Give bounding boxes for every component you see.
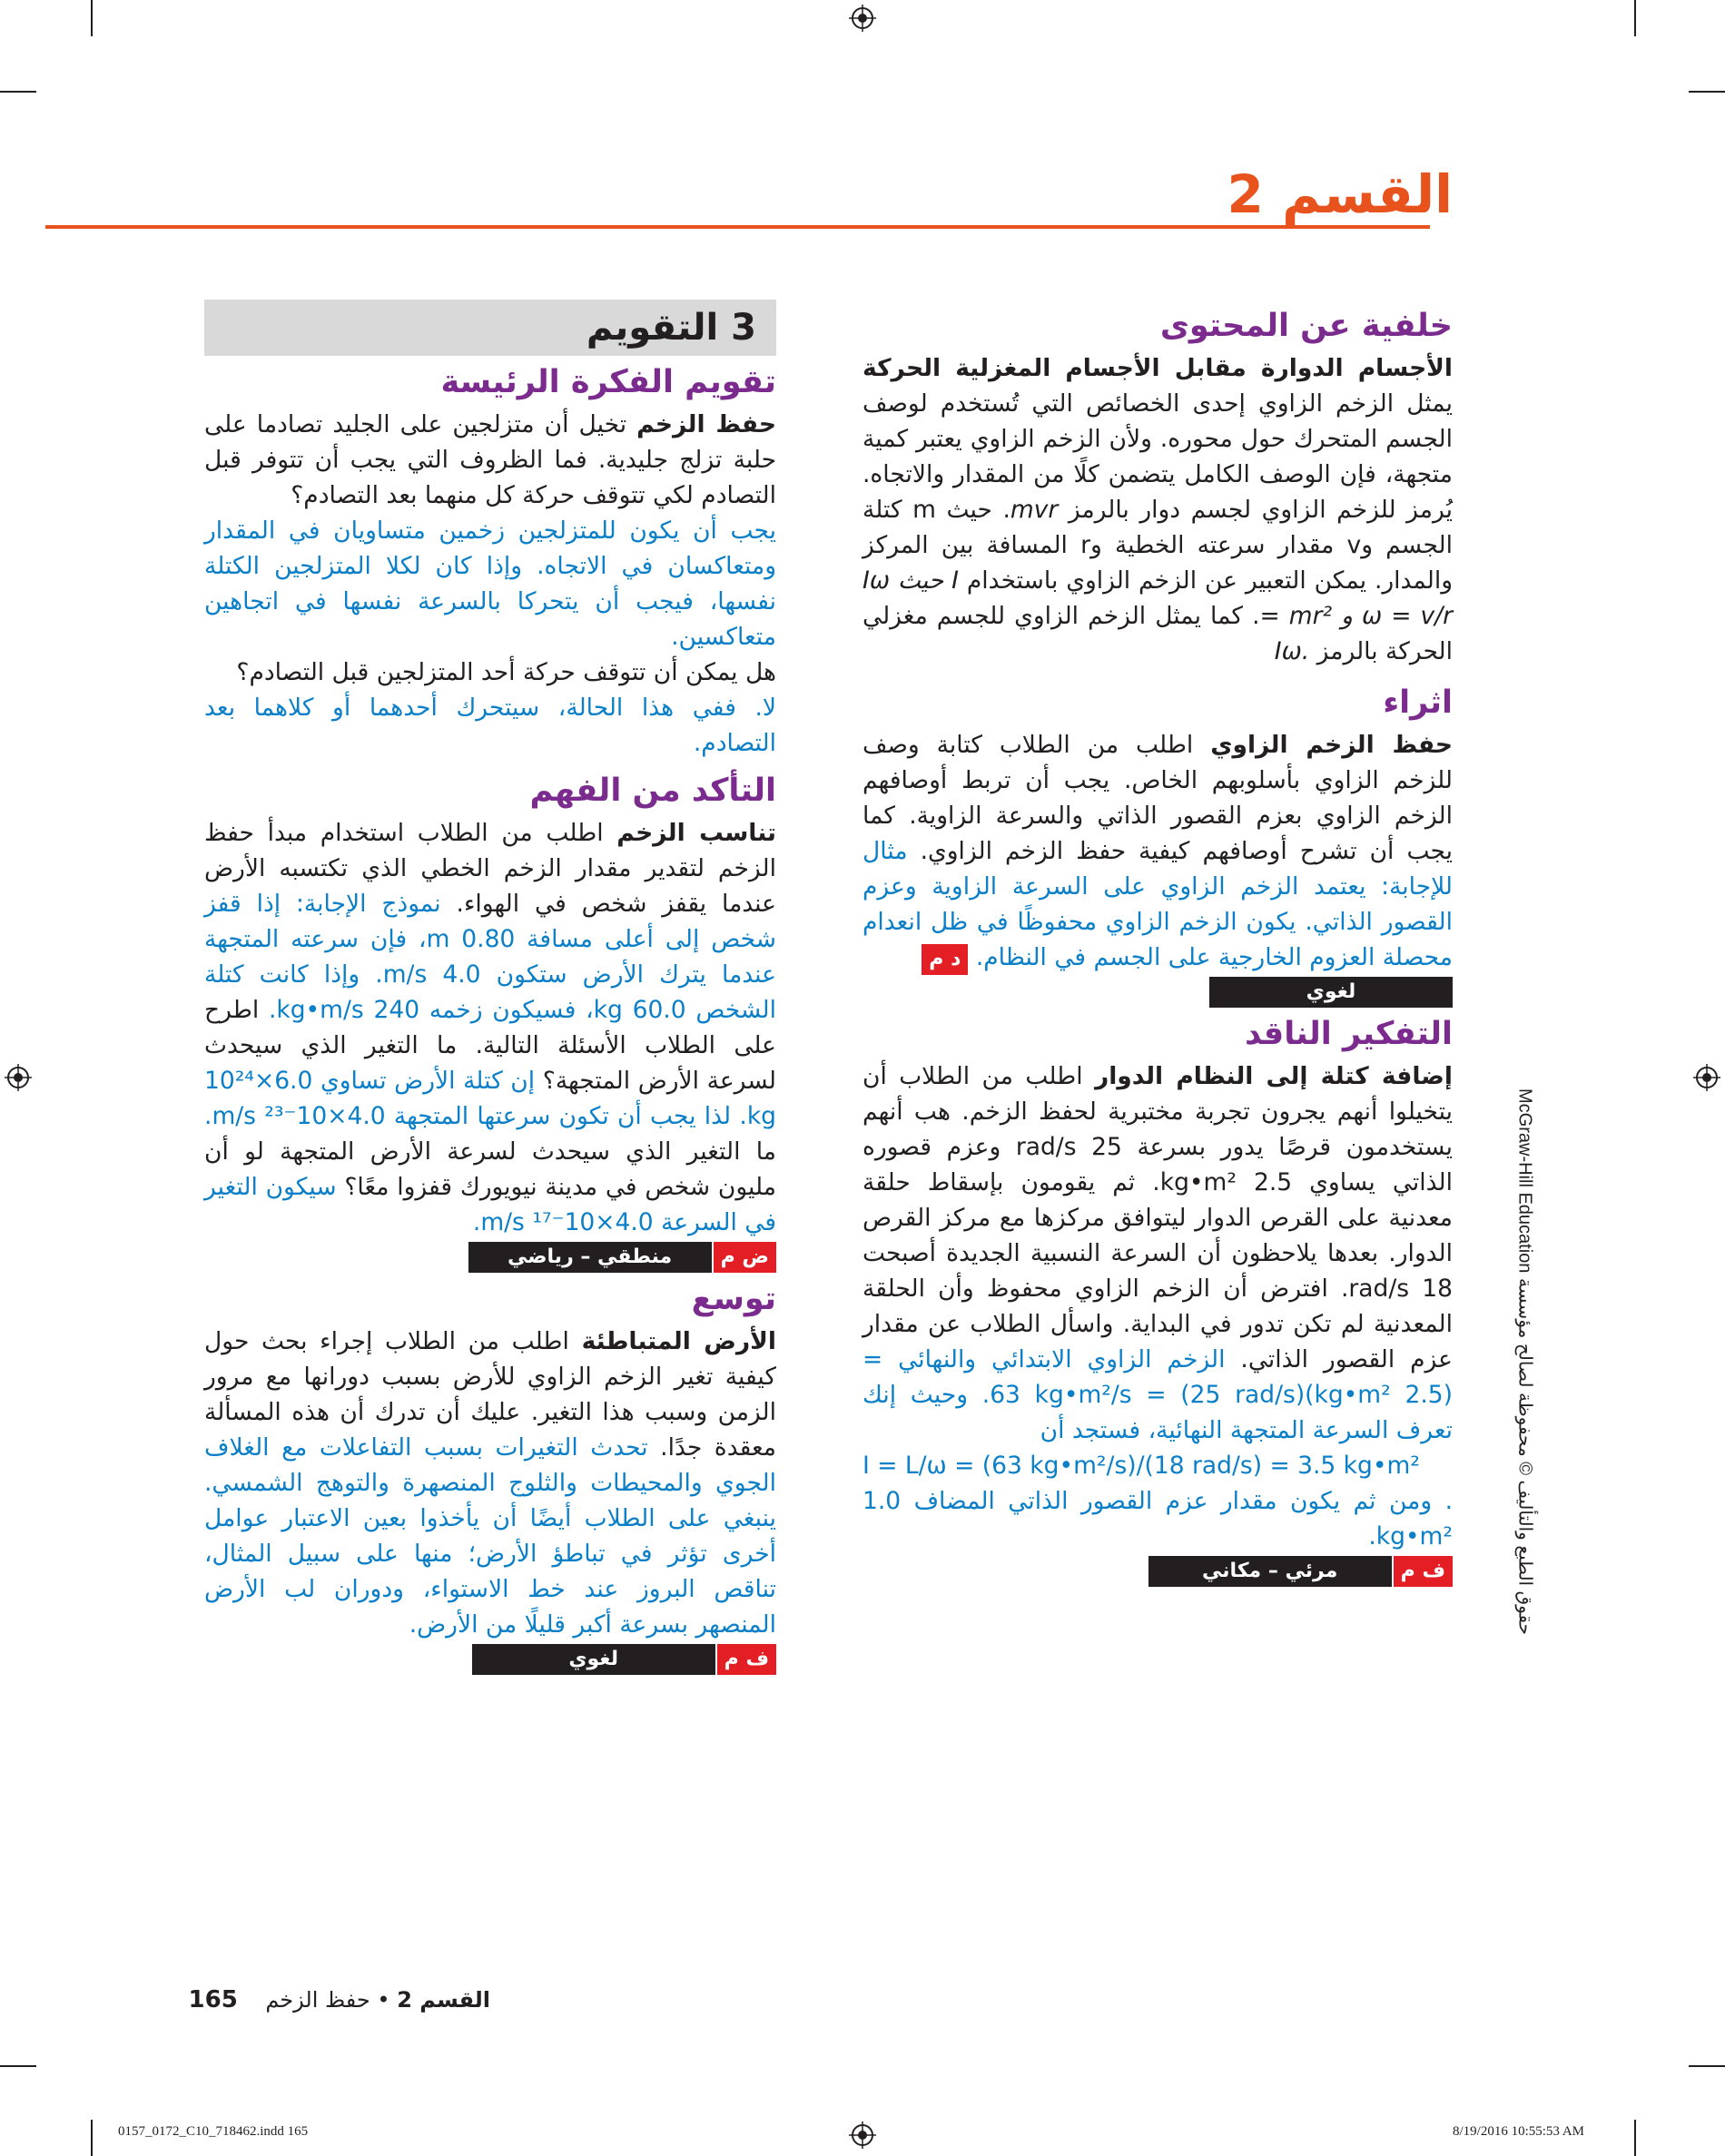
check-text-2: اطرح على الطلاب الأسئلة التالية. ما التغير الذي سيحدث لسرعة الأرض المتجهة؟ (204, 996, 776, 1095)
main-idea-heading: تقويم الفكرة الرئيسة (440, 364, 776, 400)
enrichment-answer: مثال للإجابة: يعتمد الزخم الزاوي على السرعة الزاوية وعزم القصور الذاتي. يكون الزخم الزاوي محفوظًا في ظل انعدام محصلة العزوم الخارجية على الجسم في النظام. (862, 837, 1453, 971)
check-answer-2: إن كتلة الأرض تساوي 6.0×10²⁴ kg. لذا يجب أن تكون سرعتها المتجهة 4.0×10⁻²³ m/s. (204, 1067, 776, 1130)
critical-answer-1: الزخم الزاوي الابتدائي والنهائي = (2.5 kg•m²)(25 rad/s) = 63 kg•m²/s. وحيث إنك تعرف السرعة المتجهة النهائية، فستجد أن (862, 1345, 1453, 1444)
background-heading: خلفية عن المحتوى (1159, 308, 1453, 344)
footer-section: القسم 2 (397, 1987, 490, 2013)
page-number: 165 (188, 1986, 238, 2013)
enrichment-tag-dark: لغوي (1209, 977, 1453, 1008)
check-lead: تناسب الزخم (616, 819, 776, 847)
slug-file: 0157_0172_C10_718462.indd 165 (118, 2124, 309, 2139)
crop-mark (91, 0, 93, 36)
section-rule (45, 225, 1430, 229)
crop-mark (1689, 91, 1725, 93)
critical-tag-red: ف م (1394, 1556, 1453, 1587)
crop-mark (1689, 2065, 1725, 2067)
background-text: يمثل الزخم الزاوي إحدى الخصائص التي تُستخدم لوصف الجسم المتحرك حول محوره. ولأن الزخم الزاوي يعتبر كمية متجهة، فإن الوصف الكامل يتضمن كلًا من المقدار والاتجاه. يُرمز للزخم الزاوي لجسم دوار بالرمز (862, 389, 1453, 524)
enrichment-paragraph (862, 727, 1453, 975)
crop-mark (1634, 0, 1636, 36)
critical-tag-dark: مرئي – مكاني (1148, 1556, 1392, 1587)
critical-text: اطلب من الطلاب أن يتخيلوا أنهم يجرون تجربة مختبرية لحفظ الزخم. هب أنهم يستخدمون قرصًا يدور بسرعة 25 rad/s وعزم قصوره الذاتي يساوي 2.5 kg•m². ثم يقومون بإسقاط حلقة معدنية على القرص الدوار ليتوافق مركزها مع مركز القرص الدوار. بعدها يلاحظون أن السرعة النسبية الجديدة أصبحت 18 rad/s. افترض أن الزخم الزاوي محفوظ وأن الحلقة المعدنية لم تكن تدور في البداية. واسأل الطلاب عن مقدار عزم القصور الذاتي. (862, 1062, 1453, 1373)
crop-mark (1634, 2120, 1636, 2156)
check-text-3: ما التغير الذي سيحدث لسرعة الأرض المتجهة لو أن مليون شخص في مدينة نيويورك قفزوا معًا؟ (204, 1137, 776, 1201)
enrichment-lead: حفظ الزخم الزاوي (1210, 731, 1453, 759)
right-column (862, 300, 1453, 1590)
crop-mark (91, 2120, 93, 2156)
registration-mark-icon (1693, 1064, 1720, 1091)
background-symbol-2: Iω. (1274, 637, 1310, 665)
check-answer-3: سيكون التغير في السرعة 4.0×10⁻¹⁷ m/s. (204, 1173, 776, 1236)
footer-bullet: • (377, 1987, 390, 2013)
critical-paragraph (862, 1058, 1453, 1448)
footer-topic: حفظ الزخم (265, 1987, 370, 2013)
extend-lead: الأرض المتباطئة (581, 1327, 776, 1355)
main-idea-text: تخيل أن متزلجين على الجليد تصادما على حلبة تزلج جليدية. فما الظروف التي يجب أن تتوفر قبل التصادم لكي تتوقف حركة كل منهما بعد التصادم؟ (204, 410, 776, 509)
enrichment-text: اطلب من الطلاب كتابة وصف للزخم الزاوي بأسلوبهم الخاص. يجب أن تربط أوصافهم الزخم الزاوي بعزم القصور الذاتي والسرعة الزاوية. كما يجب أن تشرح أوصافهم كيفية حفظ الزخم الزاوي. (862, 731, 1453, 865)
registration-mark-icon (5, 1064, 32, 1091)
check-text: اطلب من الطلاب استخدام مبدأ حفظ الزخم لتقدير مقدار الزخم الخطي الذي تكتسبه الأرض عندما يقفز شخص في الهواء. (204, 819, 776, 918)
main-idea-answer-1: يجب أن يكون للمتزلجين زخمين متساويان في المقدار ومتعاكسان في الاتجاه. وإذا كان لكلا المتزلجين الكتلة نفسها، فيجب أن يتحركا بالسرعة نفسها في اتجاهين متعاكسين. (204, 517, 776, 651)
background-formula: Iω حيث I = mr² و ω = v/r (862, 566, 1454, 630)
critical-answer-2: . ومن ثم يكون مقدار عزم القصور الذاتي المضاف 1.0 kg•m². (862, 1487, 1453, 1551)
check-tag-red: ض م (714, 1242, 776, 1273)
section-title: القسم 2 (1227, 163, 1453, 225)
extend-heading: توسع (691, 1281, 776, 1317)
main-idea-answer-2: لا. ففي هذا الحالة، سيتحرك أحدهما أو كلاهما بعد التصادم. (204, 694, 776, 757)
check-tag-dark: منطقي – رياضي (468, 1242, 712, 1273)
main-idea-question-2: هل يمكن أن تتوقف حركة أحد المتزلجين قبل التصادم؟ (236, 658, 776, 686)
extend-answer: تحدث التغيرات بسبب التفاعلات مع الغلاف الجوي والمحيطات والثلوج المنصهرة والتوهج الشمسي. ينبغي على الطلاب أيضًا أن يأخذوا بعين الاعتبار عوامل أخرى تؤثر في تباطؤ الأرض؛ منها على سبيل المثال، تناقص البروز عند خط الاستواء، ودوران لب الأرض المنصهر بسرعة أكبر قليلًا من الأرض. (204, 1433, 776, 1639)
extend-tag-red: ف م (717, 1644, 776, 1675)
extend-tag-dark: لغوي (472, 1644, 715, 1675)
critical-tags (862, 1556, 1453, 1587)
enrichment-tag-red: د م (922, 944, 968, 975)
page-footer (189, 1986, 490, 2013)
critical-lead: إضافة كتلة إلى النظام الدوار (1094, 1062, 1453, 1090)
background-text-3: . كما يمثل الزخم الزاوي للجسم مغزلي الحركة بالرمز (862, 602, 1453, 665)
check-answer-1: نموذج الإجابة: إذا قفز شخص إلى أعلى مسافة 0.80 m، فإن سرعته المتجهة عندما يترك الأرض ستكون 4.0 m/s. وإذا كانت كتلة الشخص 60.0 kg، فسيكون زخمه 240 kg•m/s. (204, 890, 776, 1024)
left-column (204, 300, 776, 1679)
critical-heading: التفكير الناقد (1245, 1016, 1453, 1052)
side-copyright: حقوق الطبع والتأليف © محفوظة لصالح مؤسسة McGraw-Hill Education (1514, 1088, 1535, 1635)
background-text-2: . حيث m كتلة الجسم وv مقدار سرعته الخطية وr المسافة بين المركز والمدار. يمكن التعبير عن الزخم الزاوي باستخدام (862, 496, 1453, 595)
background-symbol: mvr (1010, 496, 1059, 524)
check-paragraph (204, 815, 776, 1240)
extend-paragraph (204, 1324, 776, 1642)
main-idea-lead: حفظ الزخم (636, 410, 776, 438)
background-paragraph (862, 350, 1453, 669)
background-lead: الأجسام الدوارة مقابل الأجسام المغزلية الحركة (862, 354, 1453, 382)
extend-text: اطلب من الطلاب إجراء بحث حول كيفية تغير الزخم الزاوي للأرض بسبب دورانها مع مرور الزمن وسبب هذا التغير. عليك أن تدرك أن هذه المسألة معقدة جدًا. (204, 1327, 776, 1462)
enrichment-heading: اثراء (1383, 684, 1453, 721)
crop-mark (0, 91, 36, 93)
evaluation-heading-box (204, 300, 776, 356)
check-heading: التأكد من الفهم (529, 773, 776, 809)
registration-mark-icon (849, 5, 876, 32)
extend-tags (204, 1644, 776, 1675)
critical-answer-2-line (862, 1483, 1453, 1554)
check-tags (204, 1242, 776, 1273)
main-idea-paragraph (204, 407, 776, 513)
critical-formula: I = L/ω = (63 kg•m²/s)/(18 rad/s) = 3.5 kg•m² (862, 1452, 1420, 1480)
enrichment-tags (862, 977, 1453, 1008)
evaluation-heading: 3 التقويم (586, 307, 756, 349)
crop-mark (0, 2065, 36, 2067)
registration-mark-icon (849, 2122, 876, 2149)
slug-date: 8/19/2016 10:55:53 AM (1453, 2124, 1585, 2139)
critical-formula-line (862, 1448, 1453, 1483)
